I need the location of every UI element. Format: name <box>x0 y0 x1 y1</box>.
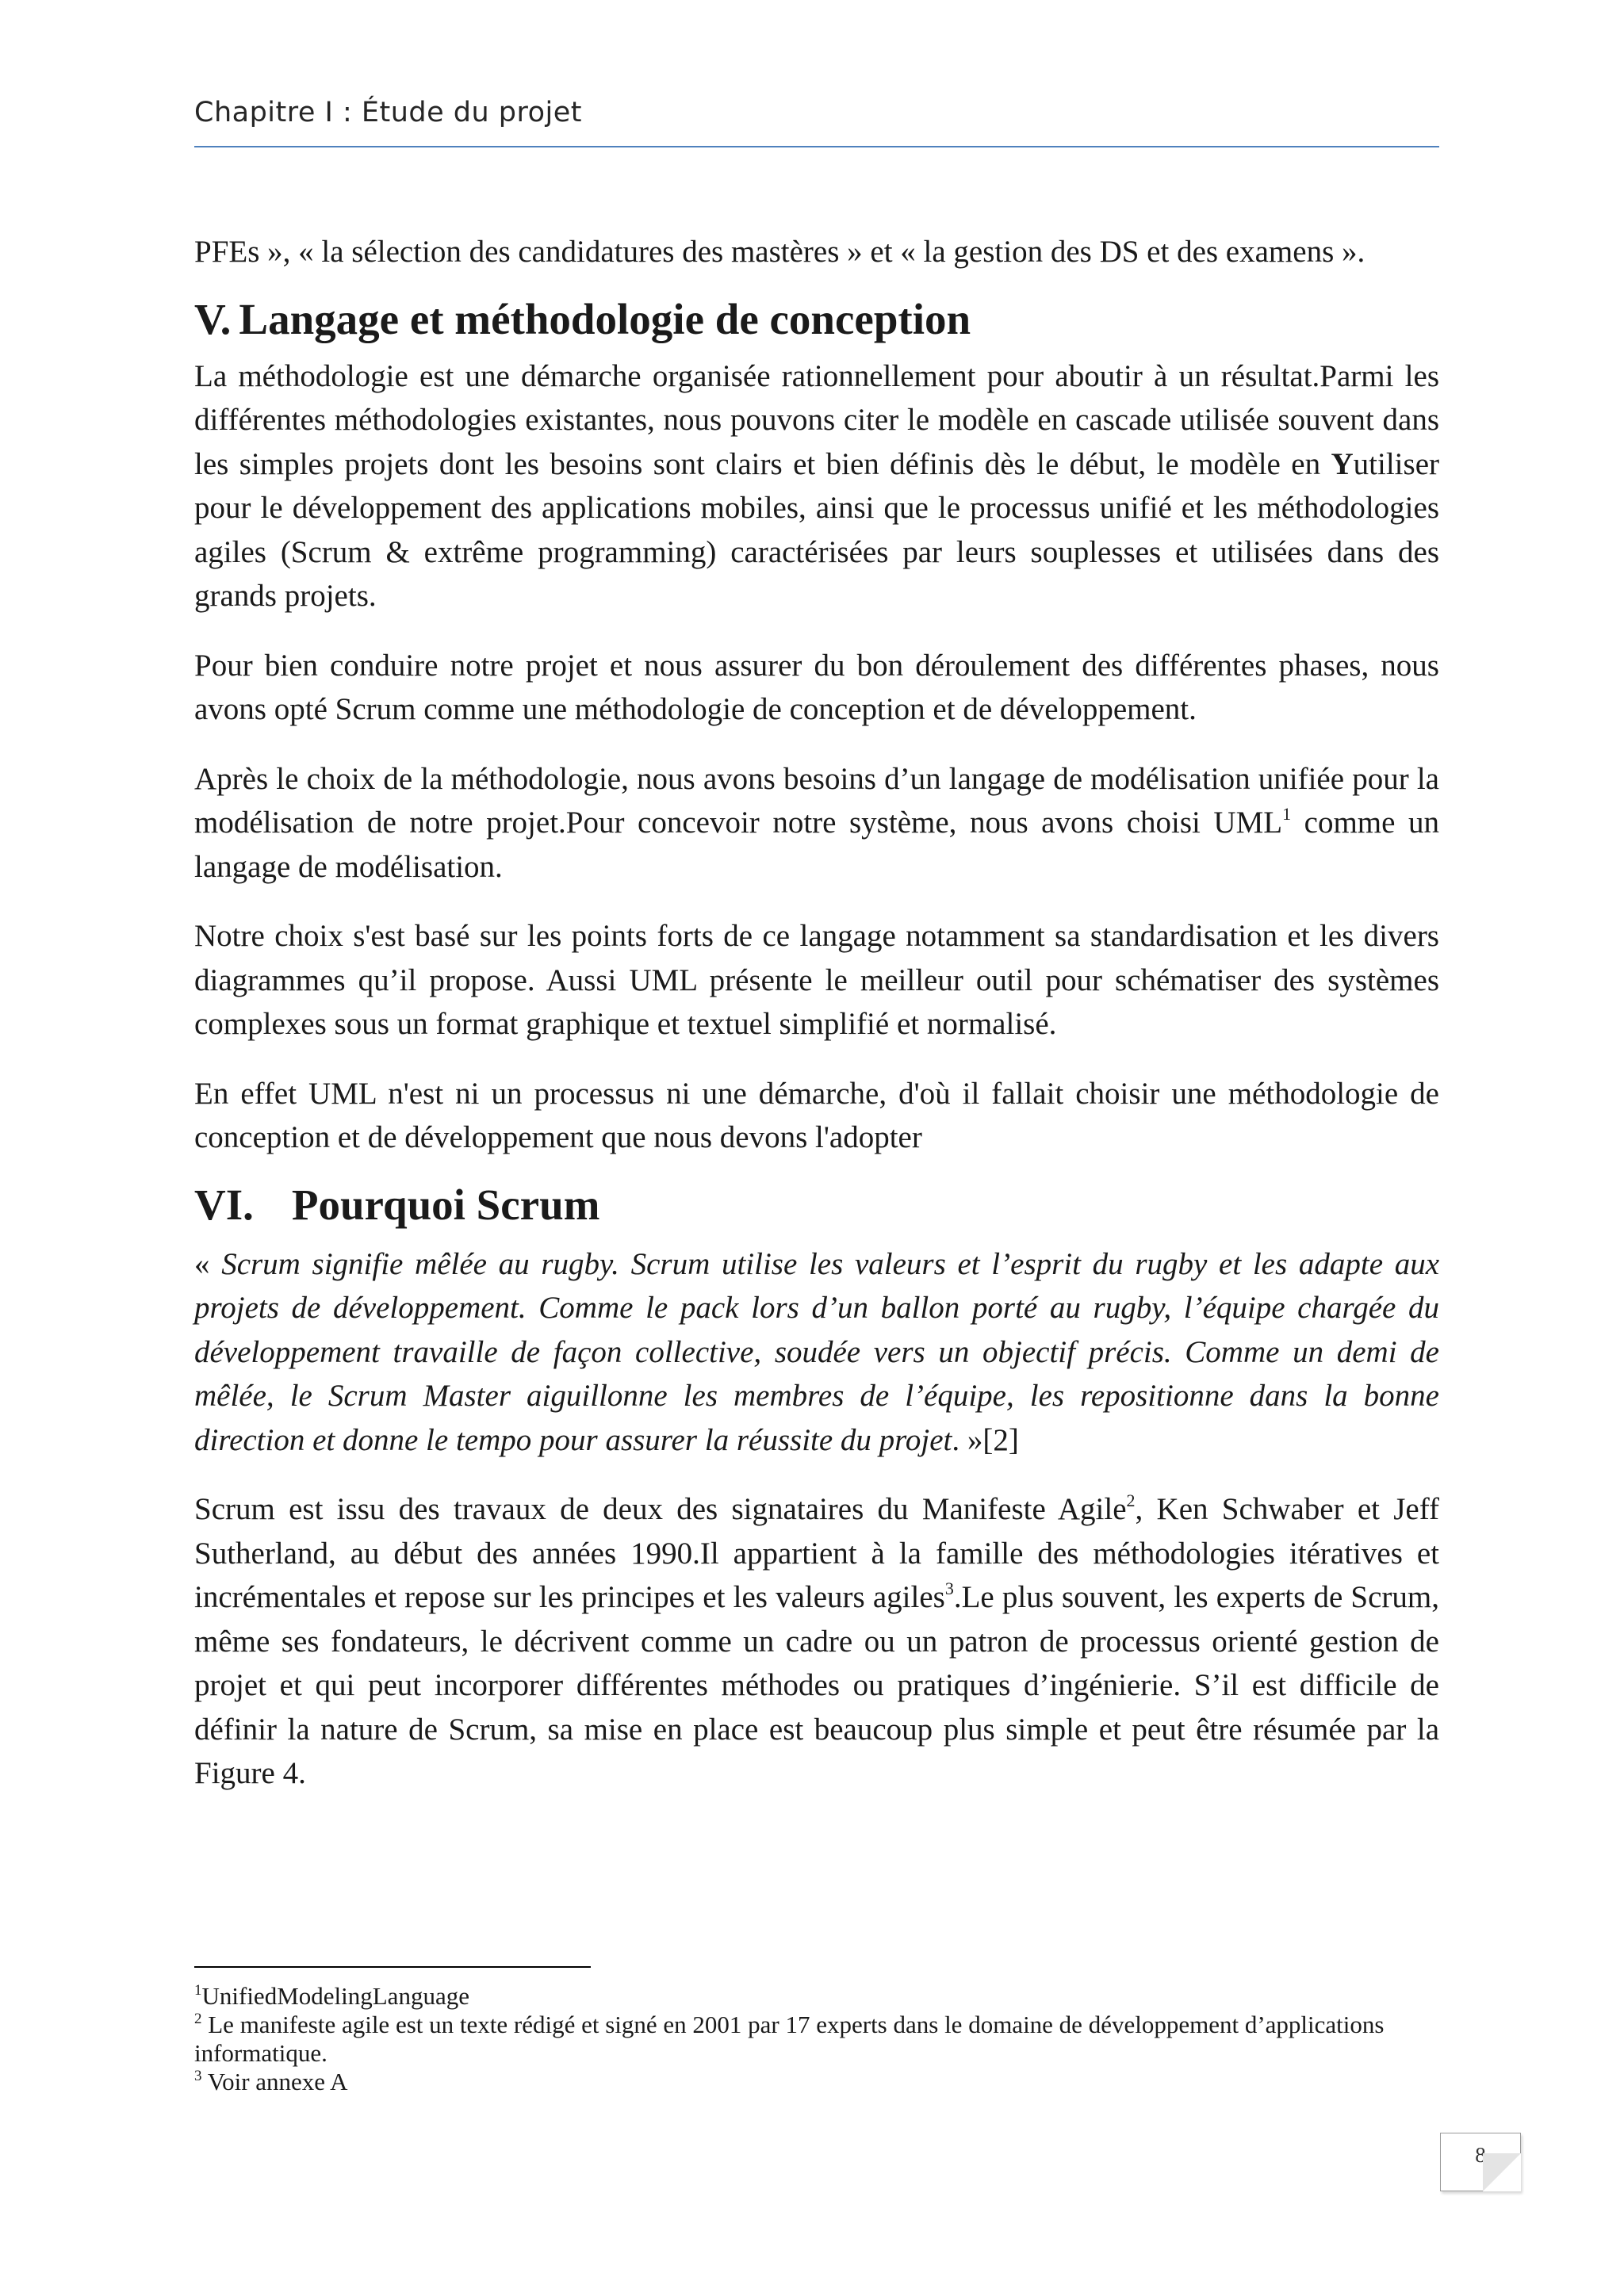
paragraph-scrum-quote: « Scrum signifie mêlée au rugby. Scrum utilise les valeurs et l’esprit du rugby et les adapte aux projets de développement. Comme le pack lors d’un ballon porté au rugby, l’équipe chargée du développement travaille de façon collective, soudée vers un objectif précis. Comme un demi de mêlée, le Scrum Master aiguillonne les membres de l’équipe, les repositionne dans la bonne direction et donne le tempo pour assurer la réussite du projet. »[2] <box>194 1246 1439 1457</box>
footnote-ref-2: 2 <box>1126 1490 1136 1510</box>
paragraph-scrum-choice: Pour bien conduire notre projet et nous assurer du bon déroulement des différentes phases, nous avons opté Scrum comme une méthodologie de conception et de développement. <box>194 648 1439 726</box>
section-heading-6 <box>194 1177 1439 1233</box>
paragraph-uml-choice: Après le choix de la méthodologie, nous avons besoins d’un langage de modélisation unifiée pour la modélisation de notre projet.Pour concevoir notre système, nous avons choisi UML$^1$ comme un langage de modélisation. <box>194 761 1439 884</box>
page-content <box>194 230 1439 1796</box>
page-number-box <box>1440 2133 1521 2191</box>
chapter-title: Chapitre I : Étude du projet <box>194 97 583 128</box>
footnote-separator <box>194 1966 591 1968</box>
paragraph-scrum-origin: Scrum est issu des travaux de deux des signataires du Manifeste Agile$^2$, Ken Schwaber et Jeff Sutherland, au début des années 1990.Il appartient à la famille des méthodologies itératives et incrémentales et repose sur les principes et les valeurs agiles$^3$.Le plus souvent, les experts de Scrum, même ses fondateurs, le décrivent comme un cadre ou un patron de processus orienté gestion de projet et qui peut incorporer différentes méthodes ou pratiques d’ingénierie. S’il est difficile de définir la nature de Scrum, sa mise en place est beaucoup plus simple et peut être résumée par la Figure 4. <box>194 1490 1439 1790</box>
section-title: Pourquoi Scrum <box>291 1180 600 1229</box>
footnote-ref-1: 1 <box>1282 804 1292 824</box>
footnote-2: $^2$ Le manifeste agile est un texte rédigé et signé en 2001 par 17 experts dans le domaine de développement d’applications informatique. <box>194 2011 1385 2067</box>
paragraph-methodology: La méthodologie est une démarche organisée rationnellement pour aboutir à un résultat.Parmi les différentes méthodologies existantes, nous pouvons citer le modèle en cascade utilisée souvent dans les simples projets dont les besoins sont clairs et bien définis dès le début, le modèle en Yutiliser pour le développement des applications mobiles, ainsi que le processus unifié et les méthodologies agiles (Scrum & extrême programming) caractérisées par leurs souplesses et utilisées dans des grands projets. <box>194 358 1439 613</box>
section-number: V. <box>194 294 232 343</box>
paragraph-uml-note: En effet UML n'est ni un processus ni une démarche, d'où il fallait choisir une méthodologie de conception et de développement que nous devons l'adopter <box>194 1076 1439 1154</box>
section-number: VI. <box>194 1180 254 1229</box>
page-number: 8 <box>1475 2143 1486 2167</box>
footnote-ref-3: 3 <box>944 1578 954 1598</box>
page-header <box>194 97 1439 147</box>
paragraph-uml-strengths: Notre choix s'est basé sur les points forts de ce langage notamment sa standardisation et les divers diagrammes qu’il propose. Aussi UML présente le meilleur outil pour schématiser des systèmes complexes sous un format graphique et textuel simplifié et normalisé. <box>194 919 1439 1041</box>
footnote-1: $^1$UnifiedModelingLanguage <box>194 1982 469 2010</box>
section-title: Langage et méthodologie de conception <box>239 294 971 343</box>
footnotes <box>194 1982 1439 2096</box>
paragraph-intro: PFEs », « la sélection des candidatures des mastères » et « la gestion des DS et des examens ». <box>194 235 1365 269</box>
footnote-3: $^3$ Voir annexe A <box>194 2068 348 2095</box>
section-heading-5 <box>194 292 1439 347</box>
